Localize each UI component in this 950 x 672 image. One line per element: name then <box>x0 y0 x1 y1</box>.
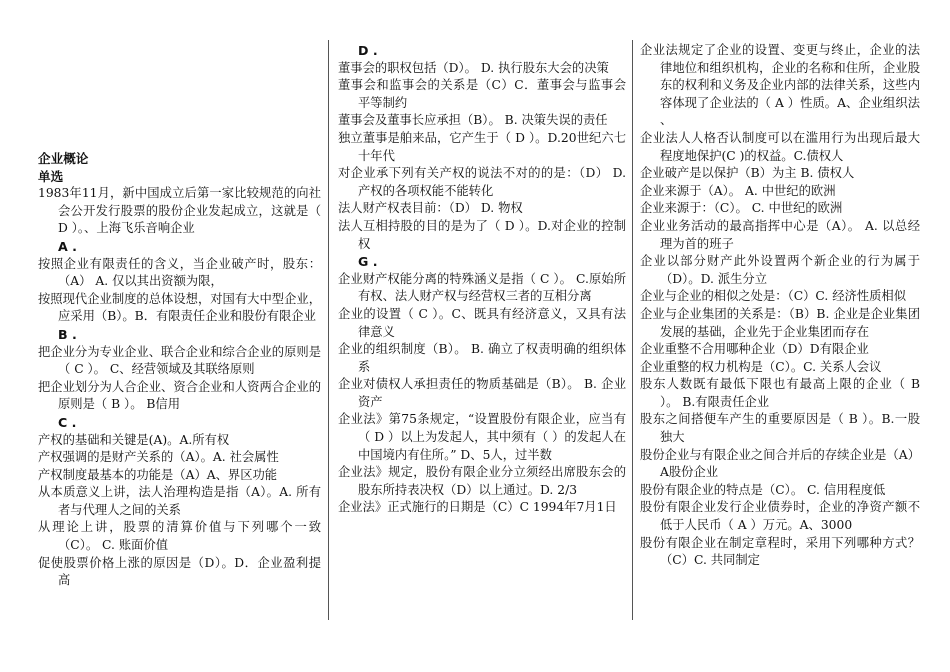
question-entry: 产权强调的是财产关系的（A）。A. 社会属性 <box>38 450 279 465</box>
question-entry: 法人财产权表目前：（D） D. 物权 <box>338 201 523 216</box>
question-entry: 股东之间搭便车产生的重要原因是（ B ）。B.一股独大 <box>640 412 920 445</box>
question-entry: 企业法规定了企业的设置、变更与终止，企业的法律地位和组织机构，企业的名称和住所，企业股东的权利和义务及企业内部的法律关系，这些内容体现了企业法的（ A ）性质。A、企业组织法 、 <box>640 43 920 128</box>
column-divider-1 <box>328 40 329 620</box>
question-entry: 企业对债权人承担责任的物质基础是（B）。 B. 企业资产 <box>338 377 626 409</box>
question-entry: 企业与企业集团的关系是：（B）B. 企业是企业集团发展的基础，企业先于企业集团而存在 <box>640 306 920 339</box>
column-3 <box>640 0 920 672</box>
question-entry: 企业财产权能分离的特殊涵义是指（ C ）。 C.原始所有权、法人财产权与经营权三者的互相分离 <box>338 271 626 304</box>
question-entry: 董事会和监事会的关系是（C）C．董事会与监事会平等制约 <box>338 78 626 110</box>
question-entry: 从本质意义上讲，法人治理构造是指（A）。A. 所有者与代理人之间的关系 <box>38 485 321 517</box>
column-1 <box>38 0 321 672</box>
section-heading: 单选 <box>38 168 64 184</box>
question-entry: 从理论上讲，股票的清算价值与下列哪个一致（C）。 C. 账面价值 <box>38 520 321 553</box>
question-entry: 企业来源于：（C）。 C. 中世纪的欧洲 <box>640 201 843 216</box>
question-entry: 企业与企业的相似之处是：（C）C. 经济性质相似 <box>640 289 906 304</box>
question-entry: 董事会的职权包括（D）。 D. 执行股东大会的决策 <box>338 60 609 75</box>
question-entry: 企业法人人格否认制度可以在滥用行为出现后最大程度地保护(C )的权益。C.债权人 <box>640 130 920 163</box>
question-entry: 企业业务活动的最高指挥中心是（A）。 A. 以总经理为首的班子 <box>640 218 920 251</box>
question-entry: 企业来源于（A）。 A. 中世纪的欧洲 <box>640 183 836 198</box>
question-entry: 企业的组织制度（B）。 B. 确立了权责明确的组织体系 <box>338 342 626 374</box>
question-entry: 企业重整不合用哪种企业（D）D有限企业 <box>640 342 869 357</box>
question-entry: 股份有限企业的特点是（C）。 C. 信用程度低 <box>640 482 886 497</box>
question-entry: 企业破产是以保护（B）为主 B. 债权人 <box>640 166 855 181</box>
index-letter: C . <box>58 414 77 430</box>
index-letter: G . <box>358 254 378 270</box>
index-letter: D . <box>358 43 378 58</box>
index-letter: A . <box>58 238 77 254</box>
question-entry: 企业法》规定，股份有限企业分立须经出席股东会的股东所持表决权（D）以上通过。D. 2/3 <box>338 465 626 497</box>
question-entry: 企业以部分财产此外设置两个新企业的行为属于（D）。D. 派生分立 <box>640 254 920 286</box>
question-entry: 企业的设置（ C ）。C、既具有经济意义，又具有法律意义 <box>338 306 626 339</box>
question-entry: 产权制度最基本的功能是（A）A、界区功能 <box>38 467 278 482</box>
question-entry: 企业重整的权力机构是（C）。C. 关系人会议 <box>640 359 882 374</box>
question-entry: 企业法》正式施行的日期是（C）C 1994年7月1日 <box>338 500 617 515</box>
index-letter: B . <box>58 326 77 342</box>
question-entry: 产权的基础和关键是(A)。A.所有权 <box>38 432 230 447</box>
question-entry: 独立董事是舶来品，它产生于（ D ）。D.20世纪六七十年代 <box>338 130 626 163</box>
question-entry: 企业法》第75条规定，“设置股份有限企业，应当有（ D ）以上为发起人，其中须有（ ）的发起人在中国境内有住所。” D、5人，过半数 <box>338 412 626 462</box>
question-entry: 股东人数既有最低下限也有最高上限的企业（ B ）。 B.有限责任企业 <box>640 377 920 409</box>
question-entry: 按照企业有限责任的含义，当企业破产时，股东：（A） A. 仅以其出资额为限， <box>38 256 321 289</box>
question-entry: 对企业承下列有关产权的说法不对的的是：（D） D. 产权的各项权能不能转化 <box>338 166 626 198</box>
question-entry: 促使股票价格上涨的原因是（D）。D．企业盈利提高 <box>38 555 321 588</box>
question-entry: 股份企业与有限企业之间合并后的存续企业是（A）A股份企业 <box>640 447 920 480</box>
question-entry: 法人互相持股的目的是为了（ D ）。D.对企业的控制权 <box>338 218 626 251</box>
question-entry: 1983年11月，新中国成立后第一家比较规范的向社会公开发行股票的股份企业发起成立，这就是（ D ）。、上海飞乐音响企业 <box>38 186 321 236</box>
question-entry: 董事会及董事长应承担（B）。 B. 决策失误的责任 <box>338 113 608 128</box>
column-divider-2 <box>632 40 633 620</box>
question-entry: 把企业分为专业企业、联合企业和综合企业的原则是（ C ）。 C、经营领域及其联络原则 <box>38 344 321 377</box>
question-entry: 按照现代企业制度的总体设想，对国有大中型企业，应采用（B）。B．有限责任企业和股份有限企业 <box>38 291 321 324</box>
question-entry: 把企业划分为人合企业、资合企业和人资两合企业的原则是（ B ）。 B信用 <box>38 379 321 412</box>
question-entry: 股份有限企业发行企业债券时，企业的净资产额不低于人民币（ A ）万元。A、3000 <box>640 500 920 533</box>
section-heading: 企业概论 <box>38 151 89 166</box>
question-entry: 股份有限企业在制定章程时，采用下列哪种方式？（C）C. 共同制定 <box>640 535 920 568</box>
column-2 <box>338 0 626 672</box>
